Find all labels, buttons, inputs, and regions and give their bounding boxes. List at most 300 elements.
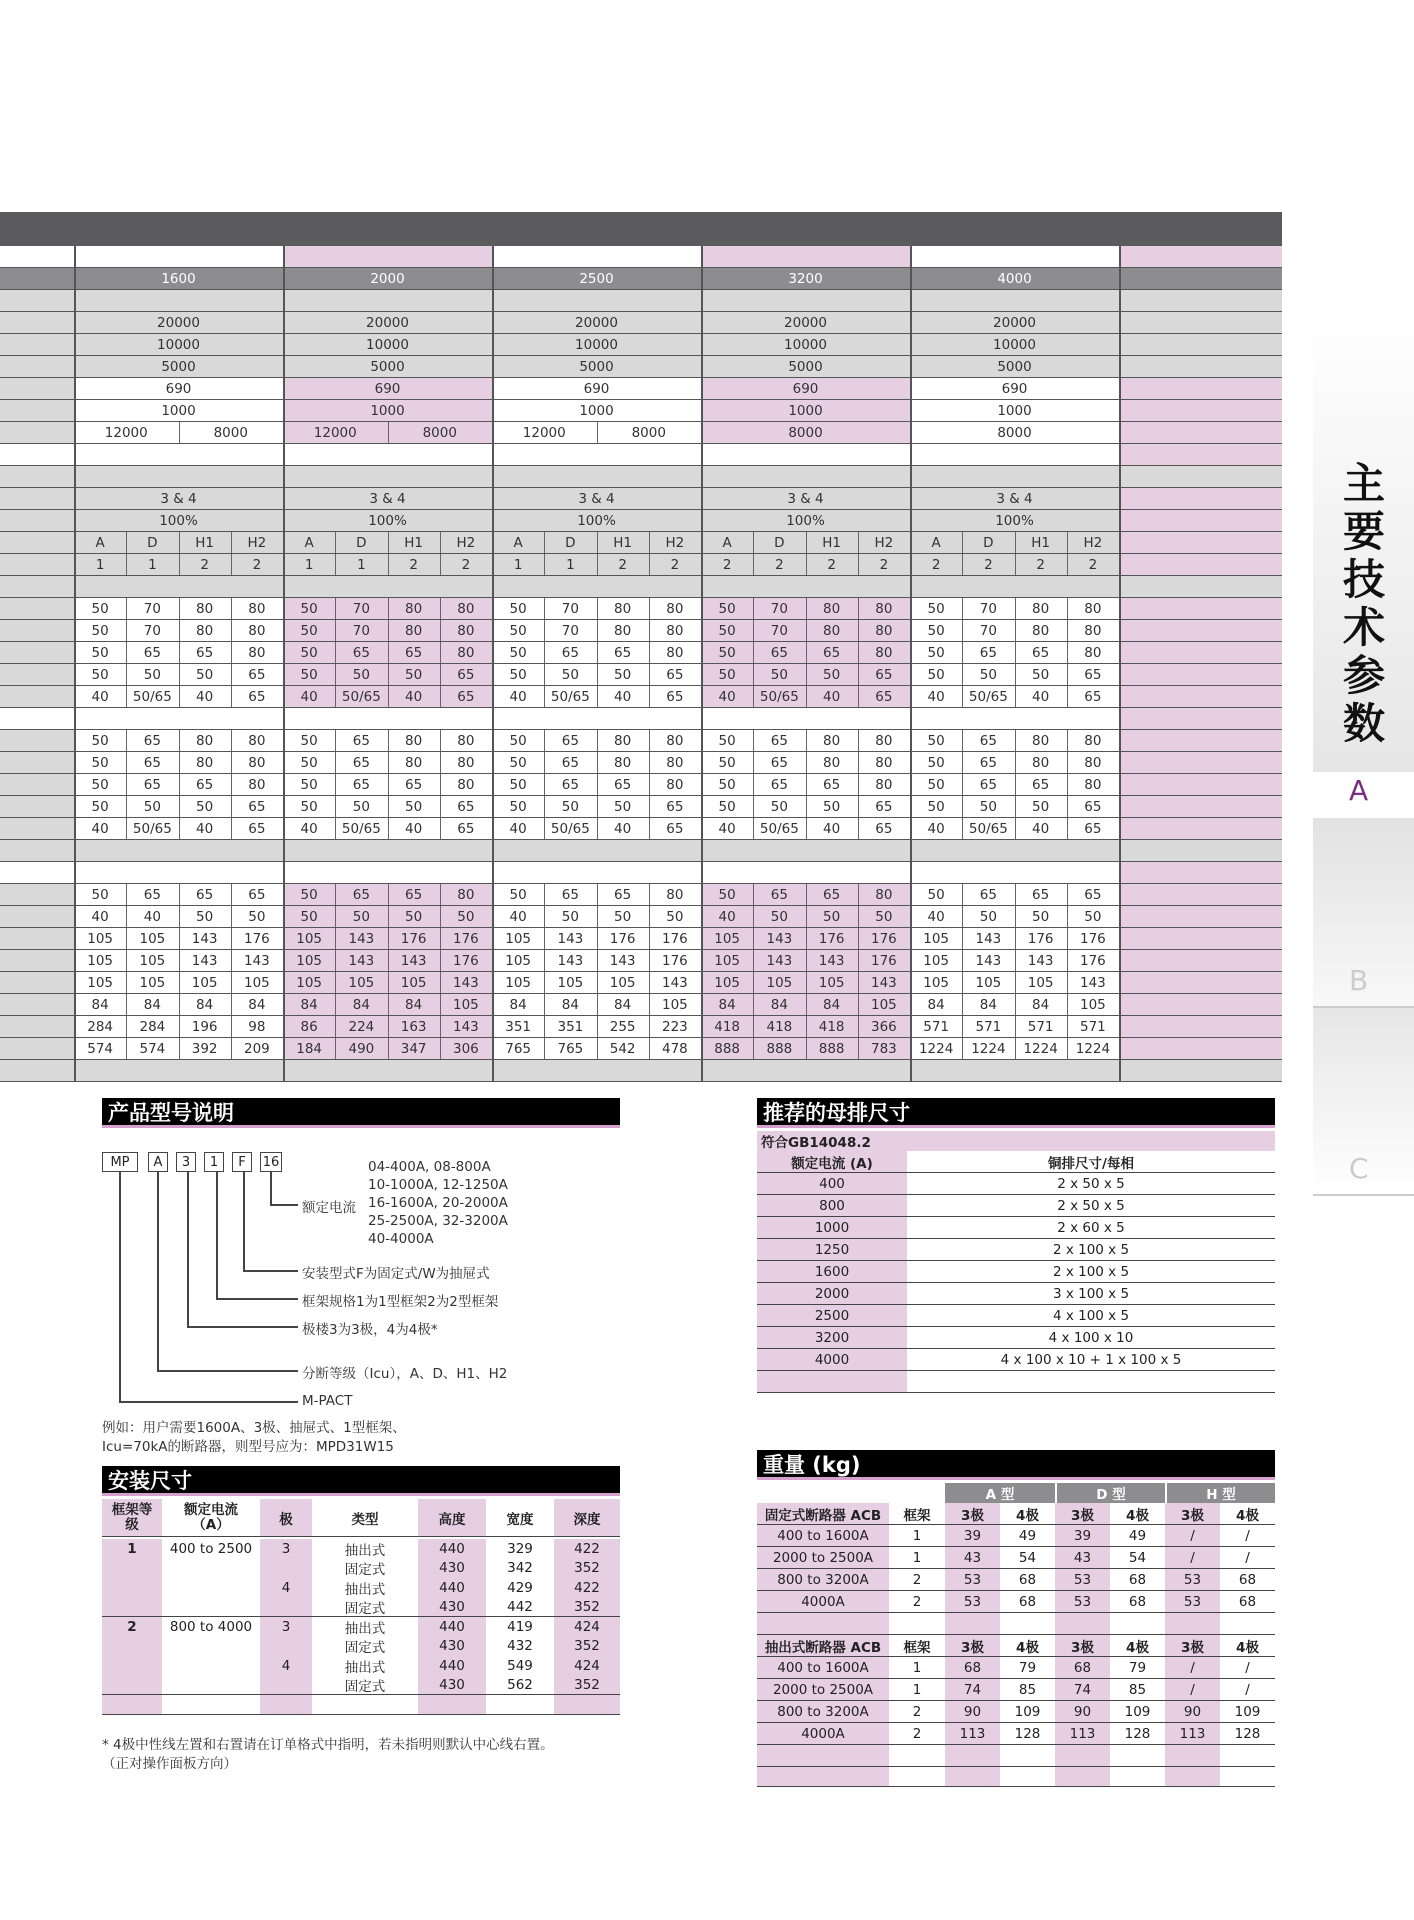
sub-divider (335, 884, 336, 905)
sub-divider (544, 554, 545, 575)
cell-value: 50 (718, 666, 736, 683)
sub-divider (440, 1038, 441, 1059)
cell-value: 50 (91, 644, 109, 661)
sub-divider (1067, 774, 1068, 795)
sub-divider (231, 532, 232, 553)
cell-value: 143 (661, 974, 688, 991)
cell-value: 80 (666, 622, 684, 639)
cell-value: 196 (191, 1018, 218, 1035)
weight-cell: 74 (1073, 1681, 1092, 1698)
sub-divider (231, 1038, 232, 1059)
leader-line (216, 1172, 218, 1298)
rated-current-header: 3200 (788, 270, 823, 287)
sub-divider (126, 686, 127, 707)
cell-value: 8000 (788, 424, 823, 441)
cell-value: 3 & 4 (369, 490, 406, 507)
busbar-row (757, 1305, 1275, 1327)
cell-bg (1119, 708, 1282, 729)
cell-value: 176 (661, 952, 688, 969)
side-tab-a[interactable] (1313, 772, 1414, 818)
cell-value: 765 (557, 1040, 584, 1057)
cell-value: 50 (823, 798, 841, 815)
sub-divider (179, 818, 180, 839)
install-cell: 3 (281, 1618, 291, 1635)
cell-value: 50 (196, 908, 214, 925)
cell-value: 80 (457, 644, 475, 661)
type-h: H 型 (1165, 1483, 1275, 1503)
footnote-2: （正对操作面板方向） (102, 1756, 237, 1772)
sub-divider (858, 532, 859, 553)
install-row (102, 1656, 620, 1676)
cell-value: H2 (456, 534, 476, 551)
cell-value: 65 (1084, 820, 1102, 837)
weight-cell: 113 (1179, 1725, 1206, 1742)
cell-value: 176 (870, 930, 897, 947)
sub-divider (962, 796, 963, 817)
cell-value: 65 (614, 776, 632, 793)
cell-value: 80 (196, 622, 214, 639)
cell-value: 40 (196, 820, 214, 837)
weight-cell: 2000 to 2500A (772, 1681, 874, 1698)
table-row (0, 400, 1282, 422)
cell-value: 40 (927, 820, 945, 837)
cell-value: 143 (348, 930, 375, 947)
sub-divider (544, 972, 545, 993)
sub-divider (179, 950, 180, 971)
sub-divider (649, 1038, 650, 1059)
cell-value: 2 (827, 556, 836, 573)
cell-value: 105 (87, 952, 114, 969)
sub-divider (126, 730, 127, 751)
weight-cell: 4000A (801, 1593, 845, 1610)
cell-value: 20000 (575, 314, 618, 331)
sub-divider (179, 642, 180, 663)
cell-value: 3 & 4 (160, 490, 197, 507)
model-section-title: 产品型号说明 (102, 1098, 620, 1128)
table-row (0, 972, 1282, 994)
cell-bg (701, 246, 910, 267)
cell-value: 40 (300, 688, 318, 705)
cell-value: 80 (1032, 622, 1050, 639)
sub-divider (649, 664, 650, 685)
sub-divider (1015, 774, 1016, 795)
cell-value: 65 (823, 776, 841, 793)
cell-value: 80 (666, 886, 684, 903)
sub-divider (649, 796, 650, 817)
cell-value: 50 (718, 622, 736, 639)
sub-divider (649, 686, 650, 707)
cell-value: 50 (875, 908, 893, 925)
rated-current-header: 2500 (579, 270, 614, 287)
sub-divider (388, 818, 389, 839)
cell-bg (945, 1745, 1000, 1766)
cell-value: 65 (666, 798, 684, 815)
header-cell: 宽度 (506, 1511, 534, 1528)
cell-value: 2 (722, 556, 732, 573)
header-cell: 类型 (351, 1511, 379, 1528)
install-row (102, 1617, 620, 1637)
weight-cell: 39 (1073, 1527, 1092, 1544)
cell-value: 50/65 (550, 688, 590, 705)
sub-divider (1015, 642, 1016, 663)
sub-divider (544, 1016, 545, 1037)
split-divider (597, 422, 598, 443)
weight-row (757, 1723, 1275, 1745)
sub-divider (544, 928, 545, 949)
weight-cell: 1 (912, 1527, 922, 1544)
sub-divider (806, 774, 807, 795)
header-frame-text: 框架等 (111, 1501, 153, 1518)
cell-value: 50 (91, 666, 109, 683)
weight-header-cell: 3极 (1071, 1639, 1094, 1656)
cell-value: 80 (1032, 600, 1050, 617)
cell-value: 40 (614, 820, 632, 837)
weight-cell: 800 to 3200A (777, 1703, 869, 1720)
install-cell: 430 (439, 1560, 465, 1577)
sub-divider (1067, 950, 1068, 971)
cell-value: 50 (561, 666, 579, 683)
header-frame-text: 级 (125, 1516, 139, 1533)
table-row (0, 1038, 1282, 1060)
busbar-current: 2500 (757, 1305, 907, 1326)
cell-value: A (931, 534, 941, 551)
cell-value: 10000 (784, 336, 827, 353)
cell-value: 50 (614, 908, 632, 925)
sub-divider (806, 752, 807, 773)
table-row (0, 906, 1282, 928)
cell-value: 224 (348, 1018, 375, 1035)
table-row (0, 312, 1282, 334)
sub-divider (753, 1016, 754, 1037)
sub-divider (231, 994, 232, 1015)
sub-divider (597, 1016, 598, 1037)
cell-value: D (147, 534, 158, 551)
sub-divider (544, 950, 545, 971)
model-code-box: MP (102, 1152, 138, 1172)
sub-divider (179, 554, 180, 575)
cell-value: 65 (979, 886, 997, 903)
cell-value: 20000 (993, 314, 1036, 331)
cell-value: 2 (618, 556, 627, 573)
install-row (102, 1578, 620, 1598)
weight-cell: 2 (912, 1703, 922, 1720)
cell-value: 184 (296, 1040, 323, 1057)
cell-value: 84 (614, 996, 632, 1013)
sub-divider (806, 598, 807, 619)
cell-value: 70 (143, 622, 161, 639)
table-row (0, 686, 1282, 708)
cell-value: 50 (927, 666, 945, 683)
sub-divider (388, 994, 389, 1015)
busbar-current: 1000 (757, 1217, 907, 1238)
sub-divider (388, 752, 389, 773)
weight-cell: / (1245, 1659, 1250, 1676)
install-cell: 440 (439, 1540, 465, 1557)
cell-value: 65 (405, 776, 423, 793)
cell-value: 84 (1032, 996, 1050, 1013)
cell-value: 50 (770, 666, 788, 683)
cell-value: 478 (661, 1040, 688, 1057)
sub-divider (179, 796, 180, 817)
cell-value: 65 (1084, 688, 1102, 705)
cell-value: 50 (927, 754, 945, 771)
sub-divider (179, 774, 180, 795)
cell-bg (260, 1637, 312, 1657)
cell-value: 65 (875, 820, 893, 837)
cell-value: 50 (300, 644, 318, 661)
table-row (0, 708, 1282, 730)
sub-divider (1015, 532, 1016, 553)
cell-value: 888 (766, 1040, 793, 1057)
install-cell: 2 (127, 1618, 137, 1635)
sub-divider (1015, 664, 1016, 685)
cell-value: 65 (457, 798, 475, 815)
cell-value: 50/65 (968, 820, 1008, 837)
cell-bg (757, 1745, 889, 1766)
weight-row (757, 1525, 1275, 1547)
cell-value: 65 (770, 644, 788, 661)
cell-value: 98 (248, 1018, 266, 1035)
weight-header-cell: 4极 (1236, 1507, 1259, 1524)
cell-value: 84 (248, 996, 266, 1013)
sub-divider (179, 994, 180, 1015)
sub-divider (231, 950, 232, 971)
cell-value: 40 (300, 820, 318, 837)
cell-value: D (356, 534, 367, 551)
sub-divider (649, 774, 650, 795)
sub-divider (858, 972, 859, 993)
busbar-header (757, 1151, 1275, 1173)
cell-bg (1119, 686, 1282, 707)
cell-value: 105 (296, 930, 323, 947)
cell-value: 223 (661, 1018, 688, 1035)
weight-header-cell: 3极 (961, 1639, 984, 1656)
sub-divider (126, 642, 127, 663)
cell-value: 2 (1088, 556, 1098, 573)
cell-value: 2 (252, 556, 262, 573)
cell-value: 65 (196, 644, 214, 661)
cell-value: 10000 (993, 336, 1036, 353)
sub-divider (858, 664, 859, 685)
cell-value: H1 (1031, 534, 1050, 551)
cell-value: 143 (400, 952, 427, 969)
sub-divider (388, 554, 389, 575)
cell-value: 40 (718, 820, 736, 837)
weight-header-cell: 框架 (903, 1639, 931, 1656)
weight-cell: 109 (1014, 1703, 1041, 1720)
weight-cell: / (1190, 1681, 1195, 1698)
install-cell: 4 (281, 1657, 291, 1674)
install-cell: 固定式 (344, 1600, 386, 1617)
sub-divider (806, 884, 807, 905)
cell-value: 65 (979, 754, 997, 771)
sub-divider (440, 554, 441, 575)
cell-value: 80 (405, 754, 423, 771)
cell-value: 3 & 4 (578, 490, 615, 507)
sub-divider (597, 928, 598, 949)
sub-divider (962, 598, 963, 619)
cell-value: 84 (91, 996, 109, 1013)
sub-divider (388, 1016, 389, 1037)
cell-value: D (774, 534, 785, 551)
cell-value: 351 (557, 1018, 584, 1035)
weight-row (757, 1745, 1275, 1767)
sub-divider (858, 1038, 859, 1059)
cell-value: 105 (818, 974, 845, 991)
sub-divider (1067, 906, 1068, 927)
sub-divider (388, 774, 389, 795)
weight-header-cell: 固定式断路器 ACB (764, 1507, 882, 1524)
sub-divider (806, 532, 807, 553)
install-cell: 329 (507, 1540, 533, 1557)
cell-value: 418 (714, 1018, 741, 1035)
side-tab-c[interactable] (1313, 1006, 1414, 1196)
install-cell: 1 (127, 1540, 137, 1557)
side-tab-b[interactable] (1313, 818, 1414, 1006)
install-cell: 440 (439, 1618, 465, 1635)
weight-cell: 49 (1128, 1527, 1147, 1544)
install-header-row (102, 1499, 620, 1537)
sub-divider (753, 884, 754, 905)
sub-divider (753, 796, 754, 817)
cell-value: 209 (243, 1040, 270, 1057)
cell-value: 176 (243, 930, 270, 947)
table-header-bar (0, 212, 1282, 246)
sub-divider (231, 554, 232, 575)
sub-divider (753, 598, 754, 619)
model-code-box: 3 (176, 1152, 196, 1172)
cell-value: 80 (666, 776, 684, 793)
sub-divider (126, 796, 127, 817)
cell-value: 84 (509, 996, 527, 1013)
sub-divider (335, 598, 336, 619)
sub-divider (753, 928, 754, 949)
sub-divider (597, 796, 598, 817)
side-tab-main (1313, 312, 1414, 772)
table-row (0, 356, 1282, 378)
weight-cell: 90 (1073, 1703, 1092, 1720)
cell-value: 1224 (971, 1040, 1006, 1057)
weight-cell: 2 (912, 1571, 922, 1588)
sub-divider (335, 1016, 336, 1037)
cell-value: H1 (822, 534, 841, 551)
cell-value: 70 (770, 622, 788, 639)
cell-value: 40 (91, 908, 109, 925)
install-cell: 430 (439, 1638, 465, 1655)
sub-divider (335, 994, 336, 1015)
cell-value: 105 (139, 952, 166, 969)
cell-value: 50 (614, 798, 632, 815)
cell-value: 690 (792, 380, 819, 397)
group-divider (1119, 246, 1121, 1082)
cell-bg (1119, 906, 1282, 927)
cell-value: 1224 (1023, 1040, 1058, 1057)
cell-value: 143 (975, 952, 1002, 969)
table-row (0, 598, 1282, 620)
sub-divider (806, 664, 807, 685)
sub-divider (597, 774, 598, 795)
cell-value: 105 (557, 974, 584, 991)
weight-cell: 68 (963, 1659, 982, 1676)
install-cell: 352 (574, 1638, 600, 1655)
install-cell: 549 (507, 1657, 533, 1674)
sub-divider (179, 730, 180, 751)
sub-divider (126, 818, 127, 839)
sub-divider (962, 642, 963, 663)
cell-value: 40 (718, 908, 736, 925)
cell-value: 2 (984, 556, 993, 573)
cell-bg (102, 1676, 162, 1695)
sub-divider (388, 532, 389, 553)
cell-bg (260, 1559, 312, 1579)
weight-cell: 53 (963, 1593, 982, 1610)
example-line-2: Icu=70kA的断路器，则型号应为：MPD31W15 (102, 1439, 394, 1455)
cell-value: 176 (609, 930, 636, 947)
weight-cell: / (1245, 1681, 1250, 1698)
cell-value: 80 (457, 732, 475, 749)
cell-value: 40 (405, 688, 423, 705)
sub-divider (649, 950, 650, 971)
sub-divider (126, 928, 127, 949)
weight-cell: 128 (1124, 1725, 1151, 1742)
cell-bg (1119, 664, 1282, 685)
sub-divider (753, 818, 754, 839)
sub-divider (388, 620, 389, 641)
sub-divider (1067, 620, 1068, 641)
sub-divider (179, 884, 180, 905)
sub-divider (753, 554, 754, 575)
weight-cell: 800 to 3200A (777, 1571, 869, 1588)
install-cell: 424 (574, 1657, 600, 1674)
cell-value: 80 (1084, 754, 1102, 771)
cell-value: 20000 (784, 314, 827, 331)
cell-value: 65 (352, 754, 370, 771)
install-cell: 440 (439, 1657, 465, 1674)
cell-value: 86 (300, 1018, 318, 1035)
install-cell: 430 (439, 1676, 465, 1693)
table-row (0, 884, 1282, 906)
cell-value: 105 (400, 974, 427, 991)
sub-divider (753, 774, 754, 795)
sub-divider (962, 928, 963, 949)
install-cell: 430 (439, 1598, 465, 1615)
cell-value: 105 (505, 952, 532, 969)
sub-divider (806, 620, 807, 641)
cell-value: 5000 (579, 358, 614, 375)
cell-value: H2 (1083, 534, 1103, 551)
install-cell: 440 (439, 1579, 465, 1596)
weight-cell: 85 (1018, 1681, 1037, 1698)
current-code-line: 04-400A, 08-800A (368, 1159, 491, 1175)
cell-value: 50 (91, 754, 109, 771)
cell-value: 143 (557, 952, 584, 969)
sub-divider (1015, 796, 1016, 817)
sub-divider (1067, 686, 1068, 707)
cell-value: 574 (139, 1040, 166, 1057)
cell-value: 84 (770, 996, 788, 1013)
sub-divider (1067, 884, 1068, 905)
sub-divider (1015, 752, 1016, 773)
weight-cell: / (1245, 1527, 1250, 1544)
group-divider (910, 246, 912, 1082)
cell-value: 143 (452, 974, 479, 991)
cell-value: 143 (1027, 952, 1054, 969)
install-cell: 800 to 4000 (169, 1618, 253, 1635)
weight-cell: 109 (1234, 1703, 1261, 1720)
weight-cell: / (1190, 1659, 1195, 1676)
sub-divider (1067, 554, 1068, 575)
sub-divider (388, 730, 389, 751)
